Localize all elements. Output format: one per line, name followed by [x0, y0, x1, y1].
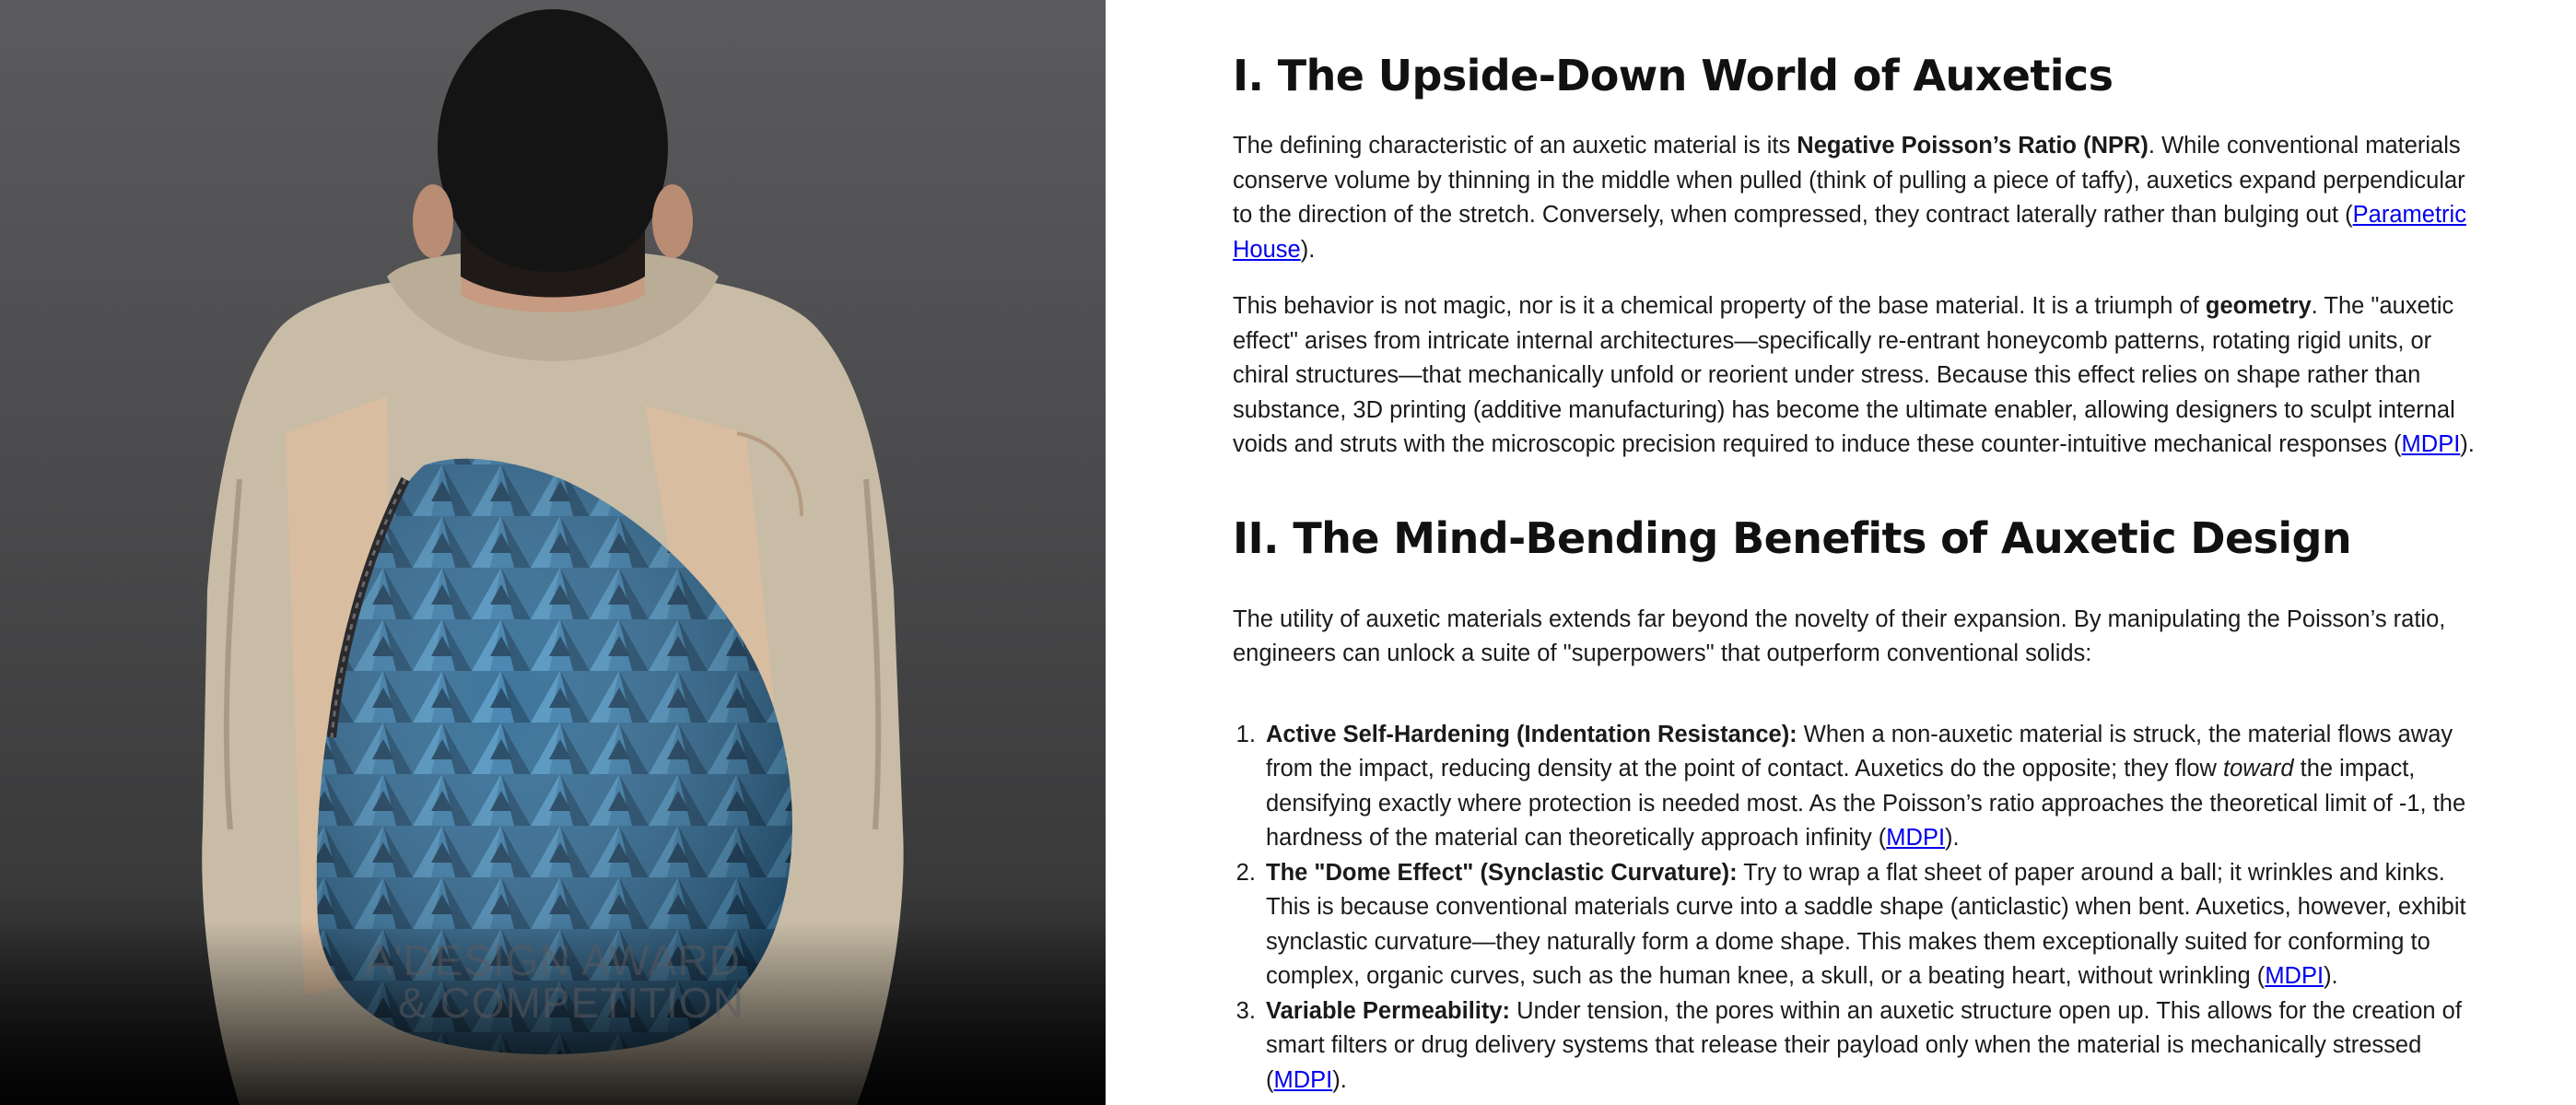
bold-term: Negative Poisson’s Ratio (NPR) [1797, 133, 2149, 159]
list-item: 1. Active Self-Hardening (Indentation Resistance): When a non-auxetic material is struck, the material flows away from the impact, reducing density at the point of contact. Auxetics do the opposite; they flow toward the impact, densifying exactly where protection is needed most. As the Poisson’s ratio approaches the theoretical limit of -1, the hardness of the material can theoretically approach infinity (MDPI). [1262, 718, 2478, 856]
list-item-title: The "Dome Effect" (Synclastic Curvature): [1266, 859, 1738, 886]
citation-link-mdpi[interactable]: MDPI [1273, 1066, 1333, 1093]
watermark-line-2: & COMPETITION [398, 979, 744, 1027]
citation-link-mdpi[interactable]: MDPI [2265, 963, 2324, 989]
paragraph-npr: The defining characteristic of an auxetic material is its Negative Poisson’s Ratio (NPR). While conventional materials conserve volume by thinning in the middle when pulled (think of pulling a piece of taffy), auxetics expand perpendicular to the direction of the stretch. Conversely, when compressed, they contract laterally rather than bulging out (Parametric House). [1233, 133, 2466, 263]
citation-link-mdpi[interactable]: MDPI [1886, 825, 1946, 851]
section-heading-2: II. The Mind-Bending Benefits of Auxetic Design [1233, 512, 2352, 563]
list-item: 2. The "Dome Effect" (Synclastic Curvature): Try to wrap a flat sheet of paper around a ball; it wrinkles and kinks. This is because conventional materials curve into a saddle shape (anticlastic) when bent. Auxetics, however, exhibit synclastic curvature—they naturally form a dome shape. This makes them exceptionally suited for conforming to complex, organic curves, such as the human knee, a skull, or a beating heart, without wrinkling (MDPI). [1262, 856, 2478, 994]
list-item: 3. Variable Permeability: Under tension, the pores within an auxetic structure open up. This allows for the creation of smart filters or drug delivery systems that release their payload only when the material is mechanically stressed (MDPI). [1262, 994, 2478, 1099]
section-heading-1: I. The Upside-Down World of Auxetics [1233, 51, 2113, 100]
citation-link-mdpi[interactable]: MDPI [2401, 431, 2461, 457]
list-item-title: Variable Permeability: [1266, 997, 1511, 1024]
paragraph-utility: The utility of auxetic materials extends far beyond the novelty of their expansion. By manipulating the Poisson’s ratio, engineers can unlock a suite of "superpowers" that outperform conventional solids: [1233, 605, 2446, 666]
paragraph-geometry: This behavior is not magic, nor is it a chemical property of the base material. It is a triumph of geometry. The "auxetic effect" arises from intricate internal architectures—specifically re-entrant honeycomb patterns, rotating rigid units, or chiral structures—that mechanically unfold or reorient under stress. Because this effect relies on shape rather than substance, 3D printing (additive manufacturing) has become the ultimate enabler, allowing designers to sculpt internal voids and struts with the microscopic precision required to induce these counter-intuitive mechanical responses (MDPI). [1233, 293, 2475, 457]
list-item-title: Active Self-Hardening (Indentation Resistance): [1266, 721, 1797, 747]
citation-link-parametric-house[interactable]: Parametric House [1233, 202, 2466, 263]
backpack-illustration [0, 0, 1106, 1105]
article [1106, 0, 2478, 1105]
watermark-line-1: A'DESIGN AWARD [365, 936, 741, 984]
product-photo [0, 0, 1106, 1105]
bold-term: geometry [2205, 293, 2312, 319]
benefits-list [1233, 718, 2478, 1099]
